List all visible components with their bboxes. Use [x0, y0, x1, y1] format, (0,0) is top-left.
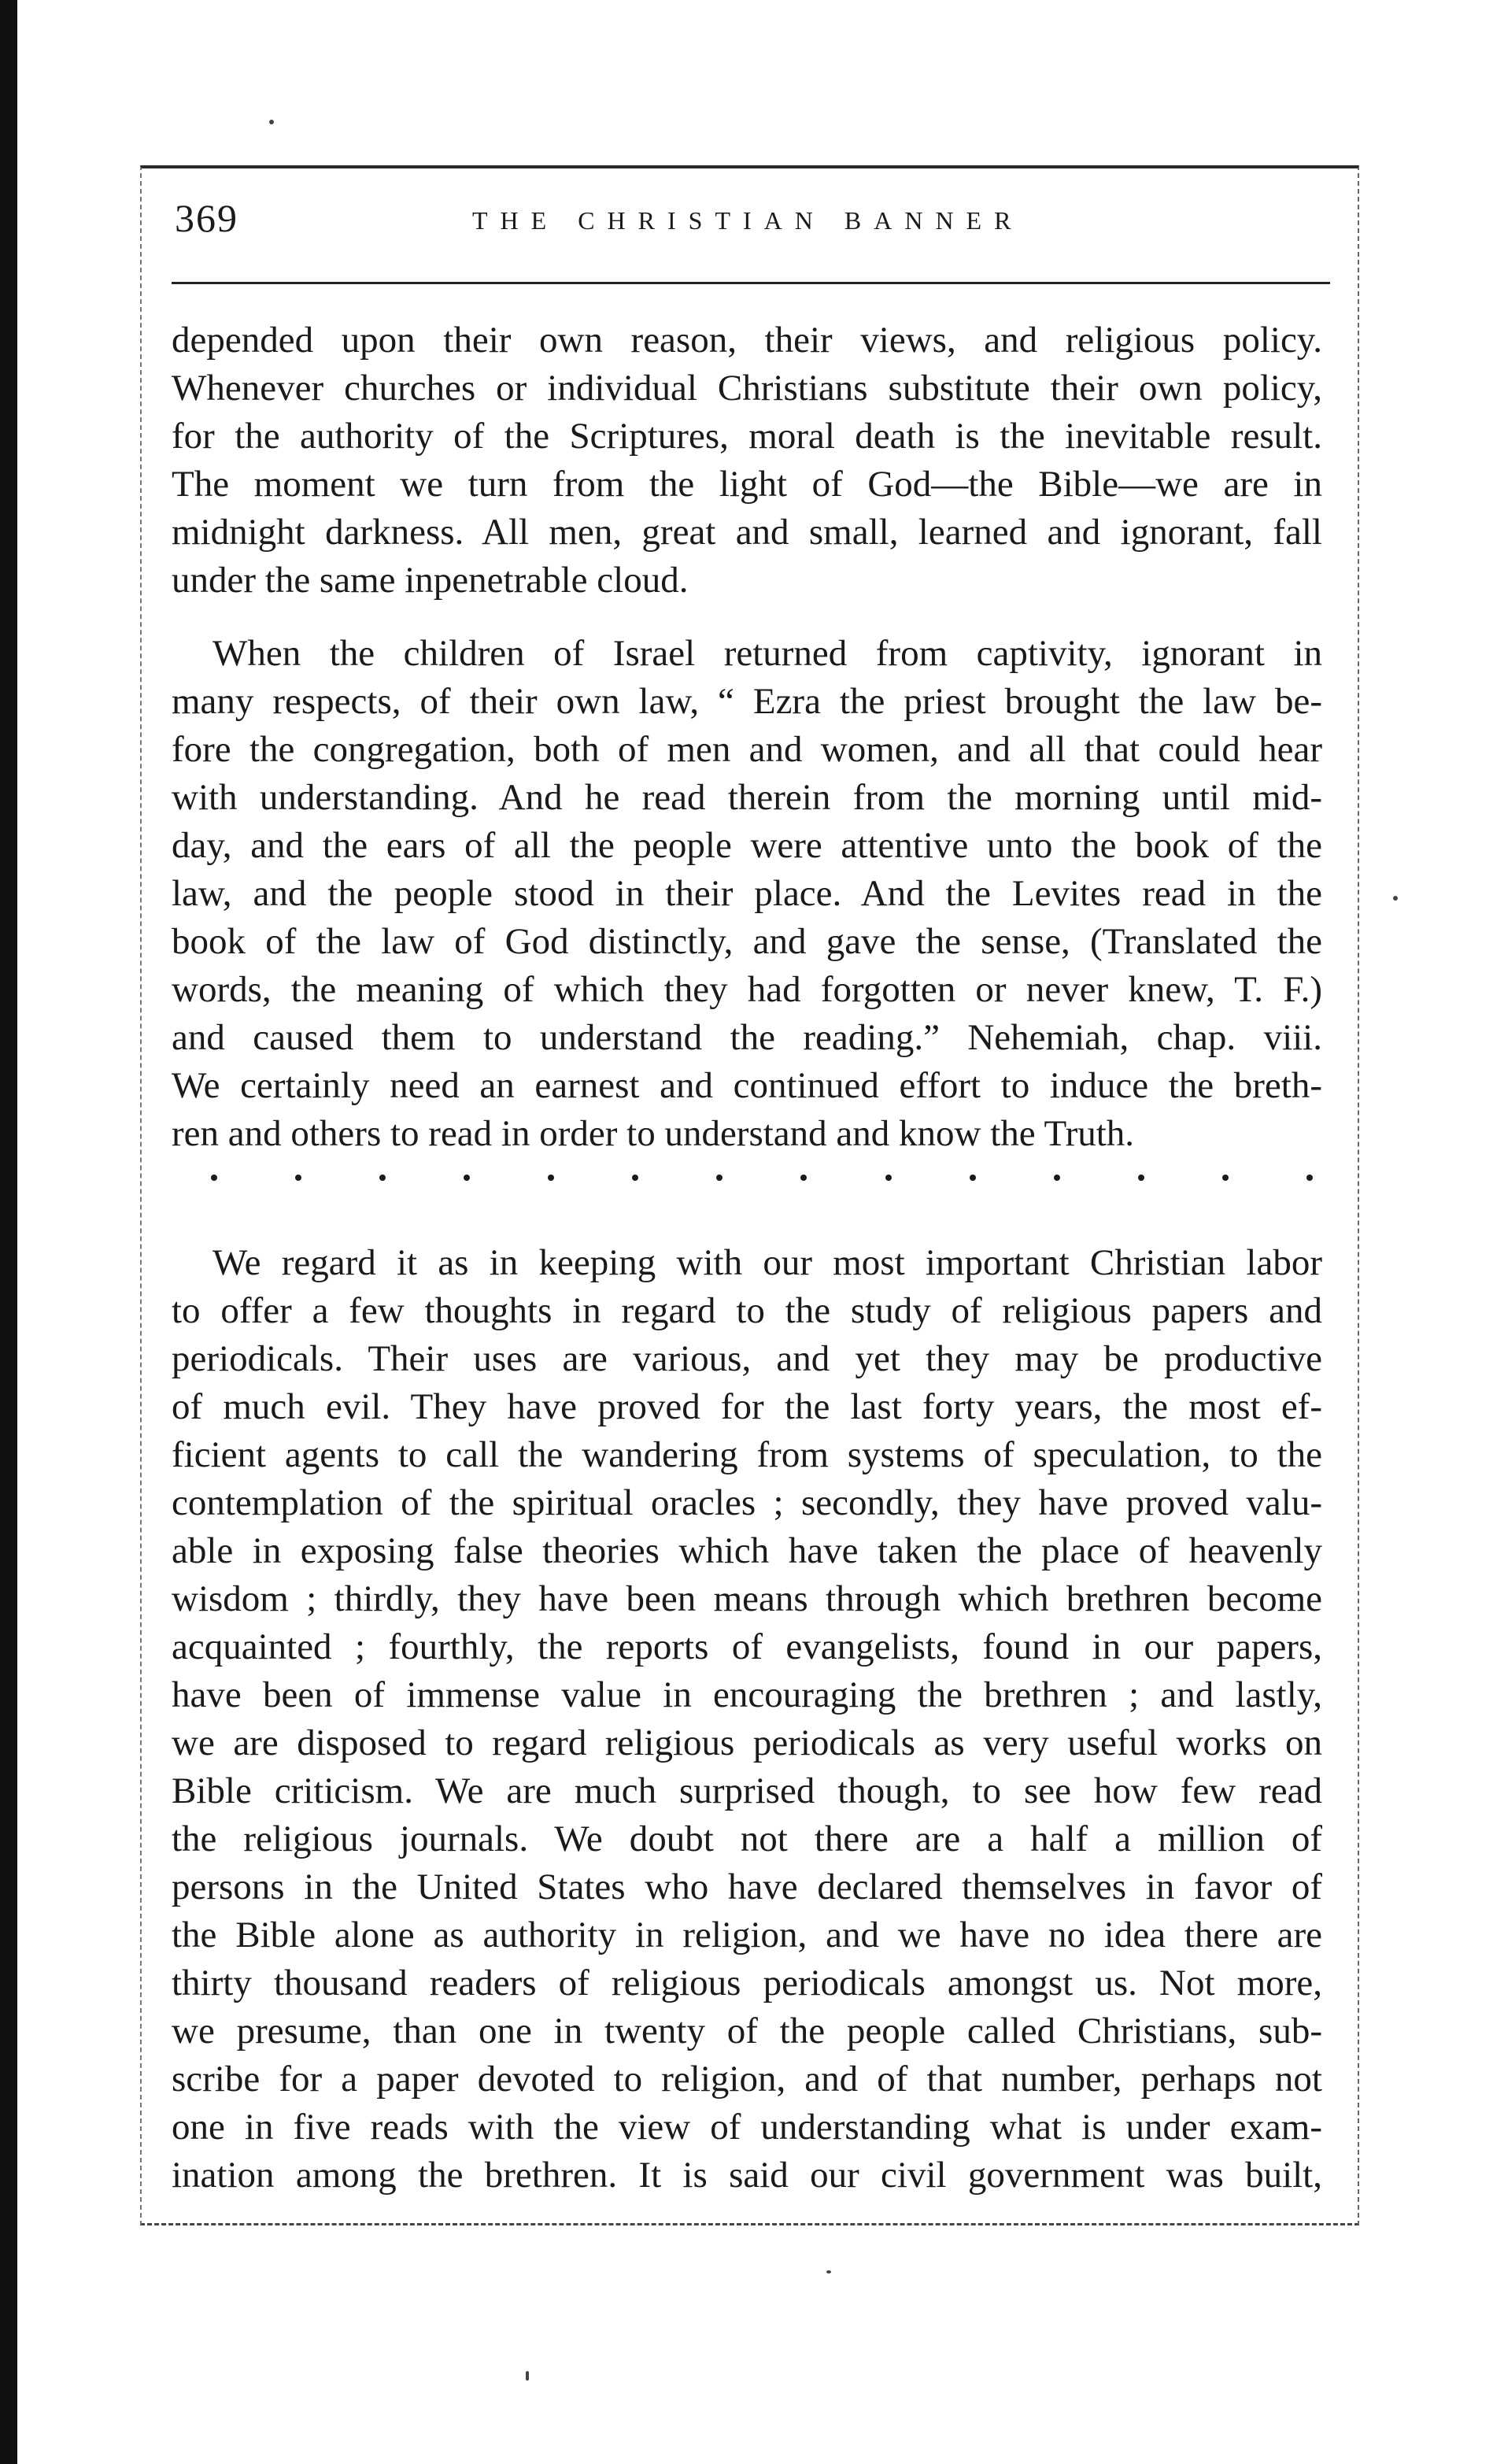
text-line: one in five reads with the view of understanding what is under exam- [172, 2107, 1322, 2148]
ellipsis-dot [800, 1175, 807, 1181]
ink-speck [1393, 896, 1398, 901]
ellipsis-dot [1138, 1175, 1144, 1181]
text-line: the religious journals. We doubt not there are a half a million of [172, 1818, 1322, 1859]
text-line: under the same inpenetrable cloud. [172, 560, 689, 601]
text-line: We certainly need an earnest and continued effort to induce the breth- [172, 1065, 1322, 1106]
text-line: many respects, of their own law, “ Ezra the priest brought the law be- [172, 681, 1322, 722]
text-line: have been of immense value in encouraging the brethren ; and lastly, [172, 1674, 1322, 1715]
ink-speck [269, 120, 274, 124]
text-line: law, and the people stood in their place. And the Levites read in the [172, 873, 1322, 914]
ellipsis-dot [1222, 1175, 1229, 1181]
text-line: day, and the ears of all the people were attentive unto the book of the [172, 825, 1322, 866]
text-line: ination among the brethren. It is said our civil government was built, [172, 2155, 1322, 2196]
text-line: acquainted ; fourthly, the reports of evangelists, found in our papers, [172, 1626, 1322, 1667]
text-line: When the children of Israel returned from captivity, ignorant in [212, 633, 1322, 674]
ellipsis-dot [716, 1175, 722, 1181]
text-line: the Bible alone as authority in religion, and we have no idea there are [172, 1915, 1322, 1955]
ellipsis-dot [1306, 1175, 1313, 1181]
text-line: Whenever churches or individual Christians substitute their own policy, [172, 368, 1322, 409]
ellipsis-dot [885, 1175, 892, 1181]
text-line: with understanding. And he read therein from the morning until mid- [172, 777, 1322, 818]
ink-speck [826, 2270, 831, 2273]
page-number: 369 [175, 196, 238, 240]
ellipsis-dot [295, 1175, 301, 1181]
section-break-dots [211, 1175, 1313, 1181]
text-line: ficient agents to call the wandering from systems of speculation, to the [172, 1434, 1322, 1475]
text-line: of much evil. They have proved for the last forty years, the most ef- [172, 1386, 1322, 1427]
text-line: fore the congregation, both of men and women, and all that could hear [172, 729, 1322, 770]
ink-speck [526, 2371, 529, 2381]
ellipsis-dot [970, 1175, 976, 1181]
text-line: and caused them to understand the reading.” Nehemiah, chap. viii. [172, 1017, 1322, 1058]
text-line: for the authority of the Scriptures, moral death is the inevitable result. [172, 416, 1322, 457]
ellipsis-dot [211, 1175, 217, 1181]
paragraph-2 [172, 630, 1322, 1158]
text-line: periodicals. Their uses are various, and yet they may be productive [172, 1338, 1322, 1379]
text-line: persons in the United States who have declared themselves in favor of [172, 1866, 1322, 1907]
ellipsis-dot [1054, 1175, 1060, 1181]
text-line: depended upon their own reason, their views, and religious policy. [172, 320, 1322, 361]
text-line: The moment we turn from the light of God—the Bible—we are in [172, 464, 1322, 505]
binding-edge [0, 0, 17, 2464]
paragraph-1 [172, 316, 1322, 605]
text-line: to offer a few thoughts in regard to the study of religious papers and [172, 1290, 1322, 1331]
ellipsis-dot [548, 1175, 554, 1181]
header-rule [172, 282, 1330, 284]
text-line: midnight darkness. All men, great and small, learned and ignorant, fall [172, 512, 1322, 553]
text-line: scribe for a paper devoted to religion, and of that number, perhaps not [172, 2059, 1322, 2100]
text-line: book of the law of God distinctly, and gave the sense, (Translated the [172, 921, 1322, 962]
text-line: contemplation of the spiritual oracles ; secondly, they have proved valu- [172, 1482, 1322, 1523]
text-line: We regard it as in keeping with our most important Christian labor [212, 1242, 1322, 1283]
text-line: Bible criticism. We are much surprised though, to see how few read [172, 1770, 1322, 1811]
text-line: words, the meaning of which they had forgotten or never knew, T. F.) [172, 969, 1322, 1010]
text-line: able in exposing false theories which have taken the place of heavenly [172, 1530, 1322, 1571]
paragraph-3 [172, 1239, 1322, 2199]
text-line: ren and others to read in order to understand and know the Truth. [172, 1113, 1135, 1154]
ellipsis-dot [379, 1175, 386, 1181]
running-title: THE CHRISTIAN BANNER [472, 206, 1024, 235]
text-line: we are disposed to regard religious periodicals as very useful works on [172, 1722, 1322, 1763]
ellipsis-dot [464, 1175, 470, 1181]
text-line: thirty thousand readers of religious periodicals amongst us. Not more, [172, 1963, 1322, 2003]
text-line: wisdom ; thirdly, they have been means through which brethren become [172, 1578, 1322, 1619]
text-line: we presume, than one in twenty of the people called Christians, sub- [172, 2011, 1322, 2051]
ellipsis-dot [632, 1175, 638, 1181]
